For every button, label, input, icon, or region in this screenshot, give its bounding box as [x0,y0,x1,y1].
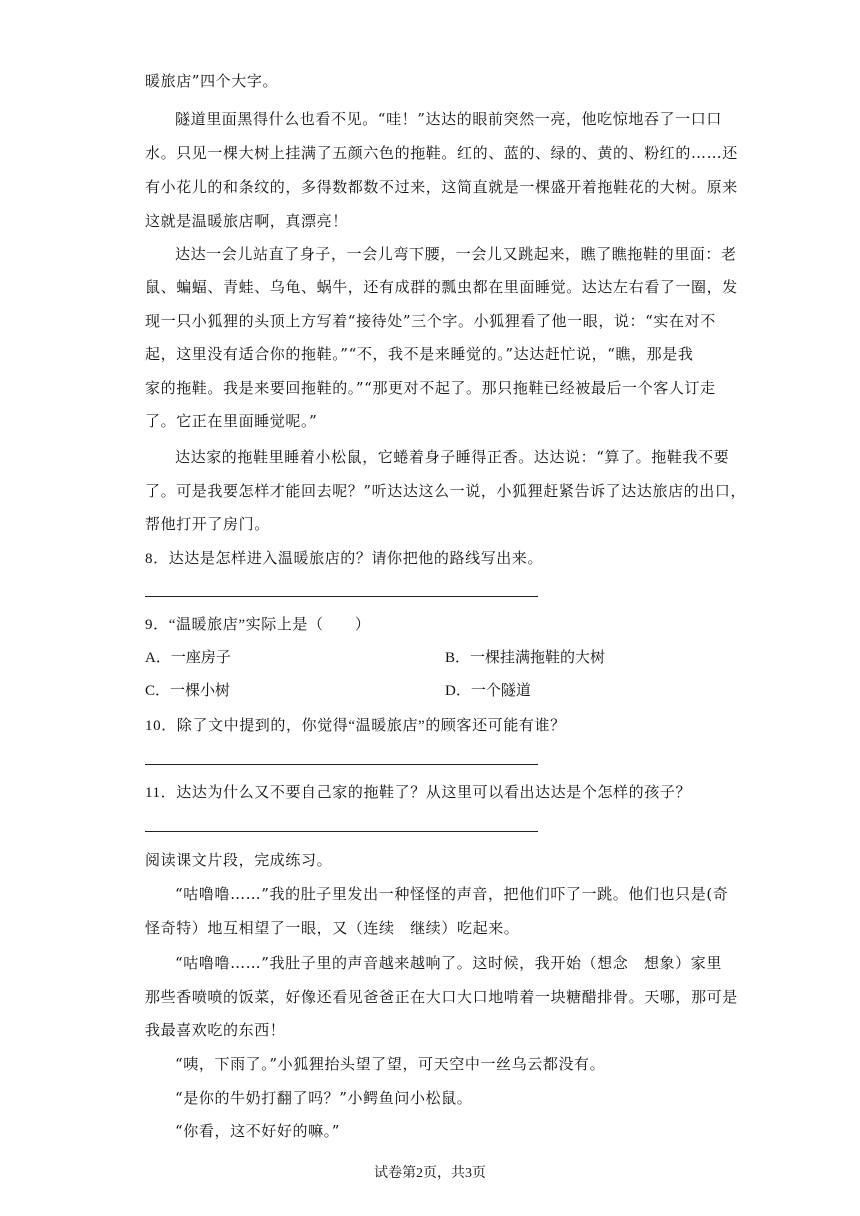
passage-line: 怪奇特）地互相望了一眼，又（连续 继续）吃起来。 [145,919,520,937]
passage-line: “你看，这不好好的嘛。” [175,1122,341,1140]
passage-line: 达达家的拖鞋里睡着小松鼠，它蜷着身子睡得正香。达达说：“算了。拖鞋我不要 [175,448,730,466]
passage-line: 帮他打开了房门。 [145,515,270,533]
passage-line: 水。只见一棵大树上挂满了五颜六色的拖鞋。红的、蓝的、绿的、黄的、粉红的……还 [145,144,738,162]
question-8: 8．达达是怎样进入温暖旅店的？请你把他的路线写出来。 [145,551,544,567]
passage-line: “咕噜噜……”我肚子里的声音越来越响了。这时候，我开始（想念 想象）家里 [175,954,722,972]
passage-line: 那些香喷喷的饭菜，好像还看见爸爸正在大口大口地啃着一块糖醋排骨。天哪，那可是 [145,988,738,1006]
page-footer: 试卷第2页，共3页 [374,1166,486,1181]
passage-line: 这就是温暖旅店啊，真漂亮！ [145,212,348,230]
passage-line: 暖旅店”四个大字。 [145,72,279,90]
answer-line-10[interactable] [145,764,538,765]
answer-line-8[interactable] [145,596,538,597]
passage-line: 现一只小狐狸的头顶上方写着“接待处”三个字。小狐狸看了他一眼，说：“实在对不 [145,312,716,330]
option-b[interactable]: B．一棵挂满拖鞋的大树 [445,650,606,666]
passage-line: 了。可是我要怎样才能回去呢？”听达达这么一说，小狐狸赶紧告诉了达达旅店的出口， [145,482,747,500]
passage-line: “是你的牛奶打翻了吗？”小鳄鱼问小松鼠。 [175,1089,473,1107]
question-9: 9．“温暖旅店”实际上是（ ） [145,617,371,633]
passage-line: 隧道里面黑得什么也看不见。“哇！”达达的眼前突然一亮，他吃惊地吞了一口口 [175,110,722,128]
question-11: 11．达达为什么又不要自己家的拖鞋了？从这里可以看出达达是个怎样的孩子？ [145,785,692,801]
passage-line: “咦，下雨了。”小狐狸抬头望了望，可天空中一丝乌云都没有。 [175,1055,606,1073]
passage-line: 鼠、蝙蝠、青蛙、乌龟、蜗牛，还有成群的瓢虫都在里面睡觉。达达左右看了一圈，发 [145,278,738,296]
option-c[interactable]: C．一棵小树 [145,683,231,699]
question-10: 10．除了文中提到的，你觉得“温暖旅店”的顾客还可能有谁？ [145,718,566,734]
passage-line: “咕噜噜……”我的肚子里发出一种怪怪的声音，把他们吓了一跳。他们也只是(奇 [175,885,729,903]
option-d[interactable]: D．一个隧道 [445,683,531,699]
passage-line: 我最喜欢吃的东西！ [145,1021,286,1039]
passage-line: 起，这里没有适合你的拖鞋。”“不，我不是来睡觉的。”达达赶忙说，“瞧，那是我 [145,345,694,363]
option-a[interactable]: A．一座房子 [145,650,231,666]
passage-line: 了。它正在里面睡觉呢。” [145,412,318,430]
answer-line-11[interactable] [145,831,538,832]
passage-line: 家的拖鞋。我是来要回拖鞋的。”“那更对不起了。那只拖鞋已经被最后一个客人订走 [145,379,716,397]
passage-line: 达达一会儿站直了身子，一会儿弯下腰，一会儿又跳起来，瞧了瞧拖鞋的里面：老 [175,245,737,263]
section-heading: 阅读课文片段，完成练习。 [145,851,333,869]
passage-line: 有小花儿的和条纹的，多得数都数不过来，这简直就是一棵盛开着拖鞋花的大树。原来 [145,178,738,196]
